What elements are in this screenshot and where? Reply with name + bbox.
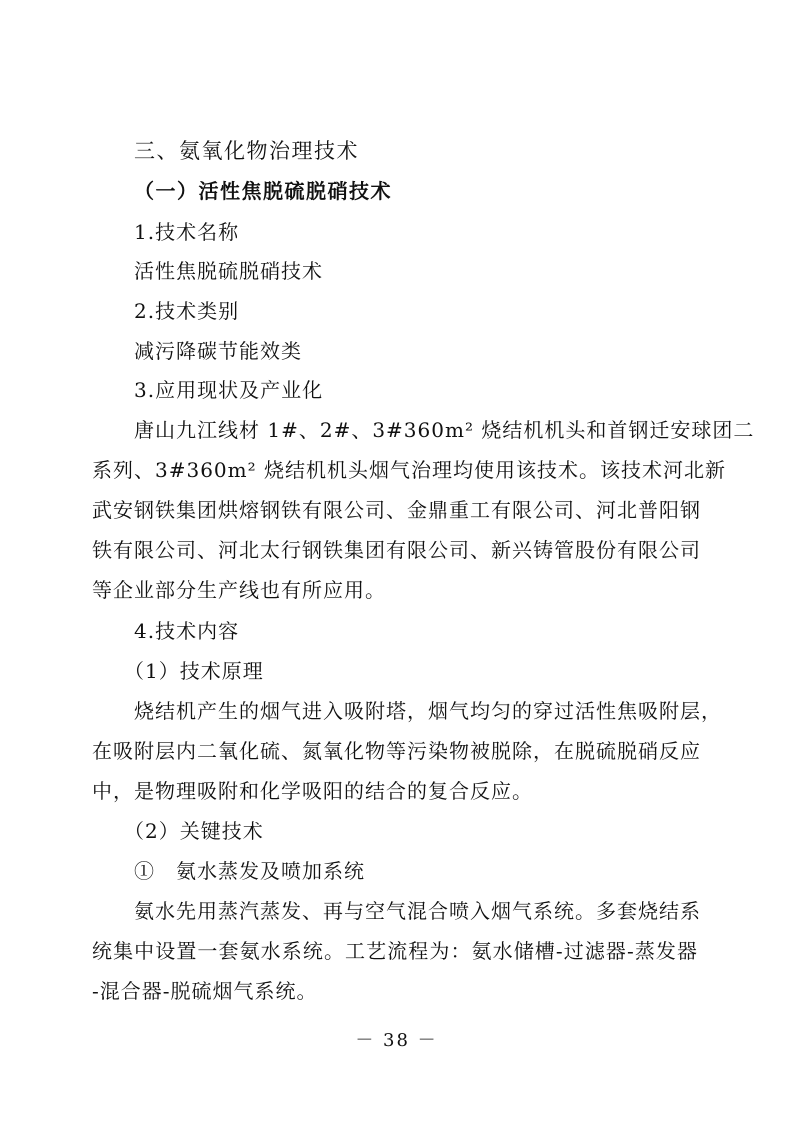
item1-title: 1.技术名称 bbox=[134, 220, 240, 244]
page-number: － 38 － bbox=[355, 1030, 438, 1051]
key1-title: ① 氨水蒸发及喷加系统 bbox=[134, 859, 365, 883]
item3-title: 3.应用现状及产业化 bbox=[134, 378, 324, 402]
section-heading: 三、氨氧化物治理技术 bbox=[134, 139, 359, 163]
item3-paragraph-line: 唐山九江线材 1#、2#、3#360m² 烧结机机头和首钢迁安球团二 bbox=[134, 418, 755, 442]
item4-title: 4.技术内容 bbox=[134, 619, 240, 643]
sub1-title: （1）技术原理 bbox=[124, 659, 264, 683]
subsection-heading: （一）活性焦脱硫脱硝技术 bbox=[134, 179, 392, 203]
item2-title: 2.技术类别 bbox=[134, 299, 240, 323]
item3-paragraph-line: 系列、3#360m² 烧结机机头烟气治理均使用该技术。该技术河北新 bbox=[92, 458, 726, 482]
sub2-title: （2）关键技术 bbox=[124, 819, 264, 843]
item3-paragraph-line: 铁有限公司、河北太行钢铁集团有限公司、新兴铸管股份有限公司 bbox=[92, 538, 701, 562]
item2-content: 减污降碳节能效类 bbox=[134, 339, 302, 363]
sub1-paragraph-line: 在吸附层内二氧化硫、氮氧化物等污染物被脱除，在脱硫脱硝反应 bbox=[92, 739, 701, 763]
sub1-paragraph-line: 烧结机产生的烟气进入吸附塔，烟气均匀的穿过活性焦吸附层， bbox=[134, 699, 722, 723]
item3-paragraph-line: 等企业部分生产线也有所应用。 bbox=[92, 578, 386, 602]
key1-paragraph-line: -混合器-脱硫烟气系统。 bbox=[92, 979, 318, 1003]
item1-content: 活性焦脱硫脱硝技术 bbox=[134, 259, 323, 283]
item3-paragraph-line: 武安钢铁集团烘熔钢铁有限公司、金鼎重工有限公司、河北普阳钢 bbox=[92, 498, 701, 522]
sub1-paragraph-line: 中，是物理吸附和化学吸阳的结合的复合反应。 bbox=[92, 779, 533, 803]
key1-paragraph-line: 统集中设置一套氨水系统。工艺流程为：氨水储槽-过滤器-蒸发器 bbox=[92, 939, 698, 963]
key1-paragraph-line: 氨水先用蒸汽蒸发、再与空气混合喷入烟气系统。多套烧结系 bbox=[134, 899, 701, 923]
